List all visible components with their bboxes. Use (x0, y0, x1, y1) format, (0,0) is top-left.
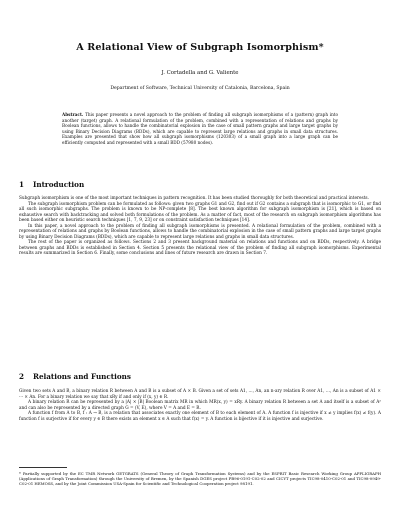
paper-authors: J. Cortadella and G. Valiente (161, 70, 239, 76)
section-1-title: Introduction (33, 180, 85, 189)
section-1-paragraph: In this paper, a novel approach to the problem of finding all subgraph isomorphisms is presented. A relational formulation of the problem, combined with a representation of relations and graphs by Boolean functions, allows to handle the combinatorial explosion in the case of small pattern graphs and large target graphs by using Binary Decision Diagrams (BDDs), which are capable to represent large relations and graphs in small data structures. (19, 223, 381, 240)
section-1-paragraph: The subgraph isomorphism problem can be formulated as follows: given two graphs G1 and G2, find out if G2 contains a subgraph that is isomorphic to G1, or find all such isomorphic subgraphs. The problem is known to be NP-complete [8]. The best known algorithm for subgraph isomorphism is [21], which is based on exhaustive search with backtracking and solved both formulations of the problem. As a matter of fact, most of the research on subgraph isomorphism algorithms has been based either on heuristic search techniques [1, 7, 9, 23] or on constraint satisfaction techniques [14]. (19, 201, 381, 224)
section-2-title: Relations and Functions (33, 372, 131, 381)
section-2-body (19, 389, 381, 422)
section-2-paragraph: A binary relation R can be represented by a |A| × |B| Boolean matrix MR in which MR(x, y) = xRy. A binary relation R between a set A and itself is a subset of A² and can also be represented by a directed graph G = (V, E), where V = A and E = R. (19, 400, 381, 411)
section-1-paragraph: Subgraph isomorphism is one of the most important techniques in pattern recognition. It has been studied thoroughly for both theoretical and practical interests. (19, 196, 369, 201)
section-1-body (19, 196, 381, 257)
abstract-text: This paper presents a novel approach to the problem of finding all subgraph isomorphisms of a (pattern) graph into another (target) graph. A relational formulation of the problem, combined with a representation of relations and graphs by Boolean functions, allows to handle the combinatorial explosion in the case of small pattern graphs and large target graphs by using Binary Decision Diagrams (BDDs), which are capable to represent large relations and graphs in small data structures. Examples are presented that show how all subgraph isomorphisms (120303) of a small graph into a large graph can be efficiently computed and represented with a small BDD (57980 nodes). (62, 112, 338, 145)
abstract (62, 112, 338, 146)
footnote: * Partially supported by the EC TMR Network GETGRATS (General Theory of Graph Transformation Systems) and by the ESPRIT Basic Research Working Group APPLIGRAPH (Applications of Graph Transformation) through the University of Bremen, by the Spanish DGES project PB96-0191-C02-02 and CICYT projects TIC98-0410-C02-01 and TIC98-0949-C02-01 HEMOSS, and by the Joint Commission USA-Spain for Scientific and Technological Cooperation project 98191. (19, 471, 381, 486)
section-2-number: 2 (19, 372, 25, 381)
paper-affiliation: Department of Software, Technical University of Catalonia, Barcelona, Spain (110, 86, 290, 91)
section-2-paragraph: A function f from A to B, f : A → B, is a relation that associates exactly one element of B to each element of A. A function f is injective if x ≠ y implies f(x) ≠ f(y). A function f is surjective if for every y ∈ B there exists an element x ∈ A such that f(x) = y. A function is bijective if it is injective and surjective. (19, 411, 381, 422)
section-2-paragraph: Given two sets A and B, a binary relation R between A and B is a subset of A × B. Given a set of sets A1, ..., An, an n-ary relation R over A1, ..., An is a subset of A1 × ··· × An. For a binary relation we say that xRy if and only if (x, y) ∈ R. (19, 389, 381, 400)
section-2-heading (19, 372, 131, 381)
section-1-heading (19, 180, 84, 189)
section-1-paragraph: The rest of the paper is organized as follows. Sections 2 and 3 present background material on relations and functions and on BDDs, respectively. A bridge between graphs and BDDs is established in Section 4. Section 5 presents the relational view of the problem of finding all subgraph isomorphisms. Experimental results are summarized in Section 6. Finally, some conclusions and lines of future research are drawn in Section 7. (19, 240, 381, 257)
abstract-label: Abstract. (62, 112, 84, 117)
section-1-number: 1 (19, 180, 25, 189)
paper-title: A Relational View of Subgraph Isomorphism* (76, 42, 324, 53)
footnote-rule (19, 467, 67, 468)
